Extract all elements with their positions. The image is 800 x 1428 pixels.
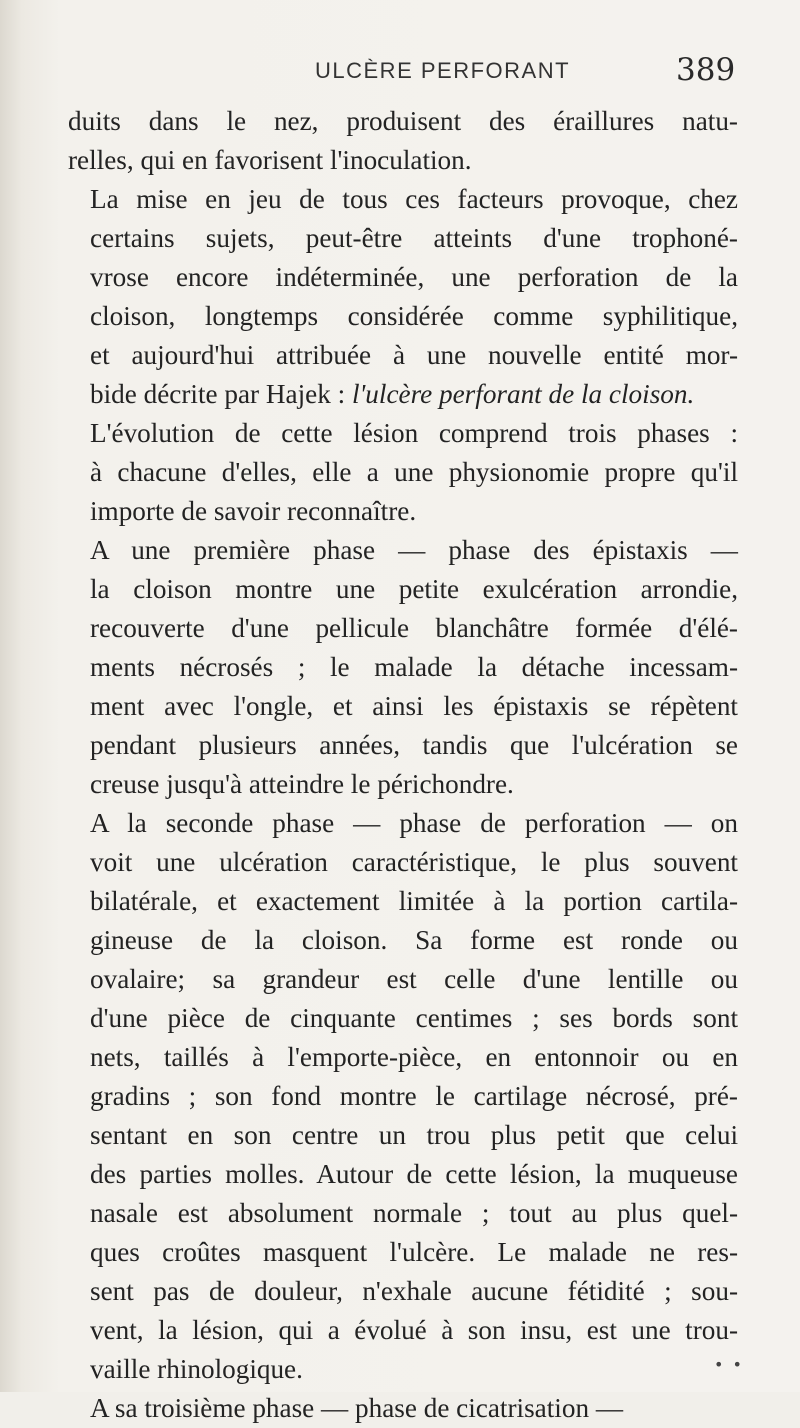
text-line: ques croûtes masquent l'ulcère. Le malade ne res- — [90, 1237, 738, 1267]
text-line: recouverte d'une pellicule blanchâtre formée d'élé- — [90, 613, 738, 643]
text-line: cloison, longtemps considérée comme syphilitique, — [90, 301, 738, 331]
text-line: vrose encore indéterminée, une perforation de la — [90, 262, 738, 292]
paragraph — [68, 414, 738, 531]
text-line: duits dans le nez, produisent des éraillures natu- — [68, 106, 738, 136]
paragraph — [68, 1389, 738, 1428]
text-line: vent, la lésion, qui a évolué à son insu, est une trou- — [90, 1315, 738, 1345]
text-line: bide décrite par Hajek : l'ulcère perforant de la cloison. — [90, 379, 695, 409]
text-line: nasale est absolument normale ; tout au plus quel- — [90, 1198, 738, 1228]
text-line: ment avec l'ongle, et ainsi les épistaxis se répètent — [90, 691, 738, 721]
text-line: creuse jusqu'à atteindre le périchondre. — [90, 769, 514, 799]
text-line: sent pas de douleur, n'exhale aucune fétidité ; sou- — [90, 1276, 738, 1306]
text-line: et aujourd'hui attribuée à une nouvelle entité mor- — [90, 340, 738, 370]
text-line: sentant en son centre un trou plus petit que celui — [90, 1120, 738, 1150]
text-line: nets, taillés à l'emporte-pièce, en entonnoir ou en — [90, 1042, 738, 1072]
italic-title: l'ulcère perforant de la cloison. — [351, 379, 695, 409]
text-line: A sa troisième phase — phase de cicatrisation — — [90, 1393, 624, 1423]
text-line: la cloison montre une petite exulcération arrondie, — [90, 574, 738, 604]
text-line: à chacune d'elles, elle a une physionomie propre qu'il — [90, 457, 738, 487]
text-line: gradins ; son fond montre le cartilage nécrosé, pré- — [90, 1081, 738, 1111]
text-line: A la seconde phase — phase de perforation — on — [90, 808, 738, 838]
text-line: voit une ulcération caractéristique, le plus souvent — [90, 847, 738, 877]
signature-mark: • • — [714, 1355, 744, 1374]
text-line: gineuse de la cloison. Sa forme est ronde ou — [90, 925, 738, 955]
text-line: L'évolution de cette lésion comprend trois phases : — [90, 418, 738, 448]
paragraph — [68, 531, 738, 804]
text-line: ovalaire; sa grandeur est celle d'une lentille ou — [90, 964, 738, 994]
running-title: ULCÈRE PERFORANT — [315, 58, 571, 83]
text-line: A une première phase — phase des épistaxis — — [90, 535, 738, 565]
text-line: des parties molles. Autour de cette lésion, la muqueuse — [90, 1159, 738, 1189]
body-text — [68, 102, 738, 1428]
paragraph — [68, 102, 738, 180]
text-line: La mise en jeu de tous ces facteurs provoque, chez — [90, 184, 738, 214]
paragraph — [68, 804, 738, 1389]
text-line: vaille rhinologique. — [90, 1354, 303, 1384]
text-line: importe de savoir reconnaître. — [90, 496, 417, 526]
text-line: pendant plusieurs années, tandis que l'ulcération se — [90, 730, 738, 760]
text-line: ments nécrosés ; le malade la détache incessam- — [90, 652, 738, 682]
text-line: d'une pièce de cinquante centimes ; ses bords sont — [90, 1003, 738, 1033]
page-header — [0, 52, 800, 98]
text-line: bilatérale, et exactement limitée à la portion cartila- — [90, 886, 738, 916]
text-line: relles, qui en favorisent l'inoculation. — [68, 145, 472, 175]
page-number: 389 — [676, 52, 736, 88]
paragraph — [68, 180, 738, 414]
text-line: certains sujets, peut-être atteints d'une trophoné- — [90, 223, 738, 253]
